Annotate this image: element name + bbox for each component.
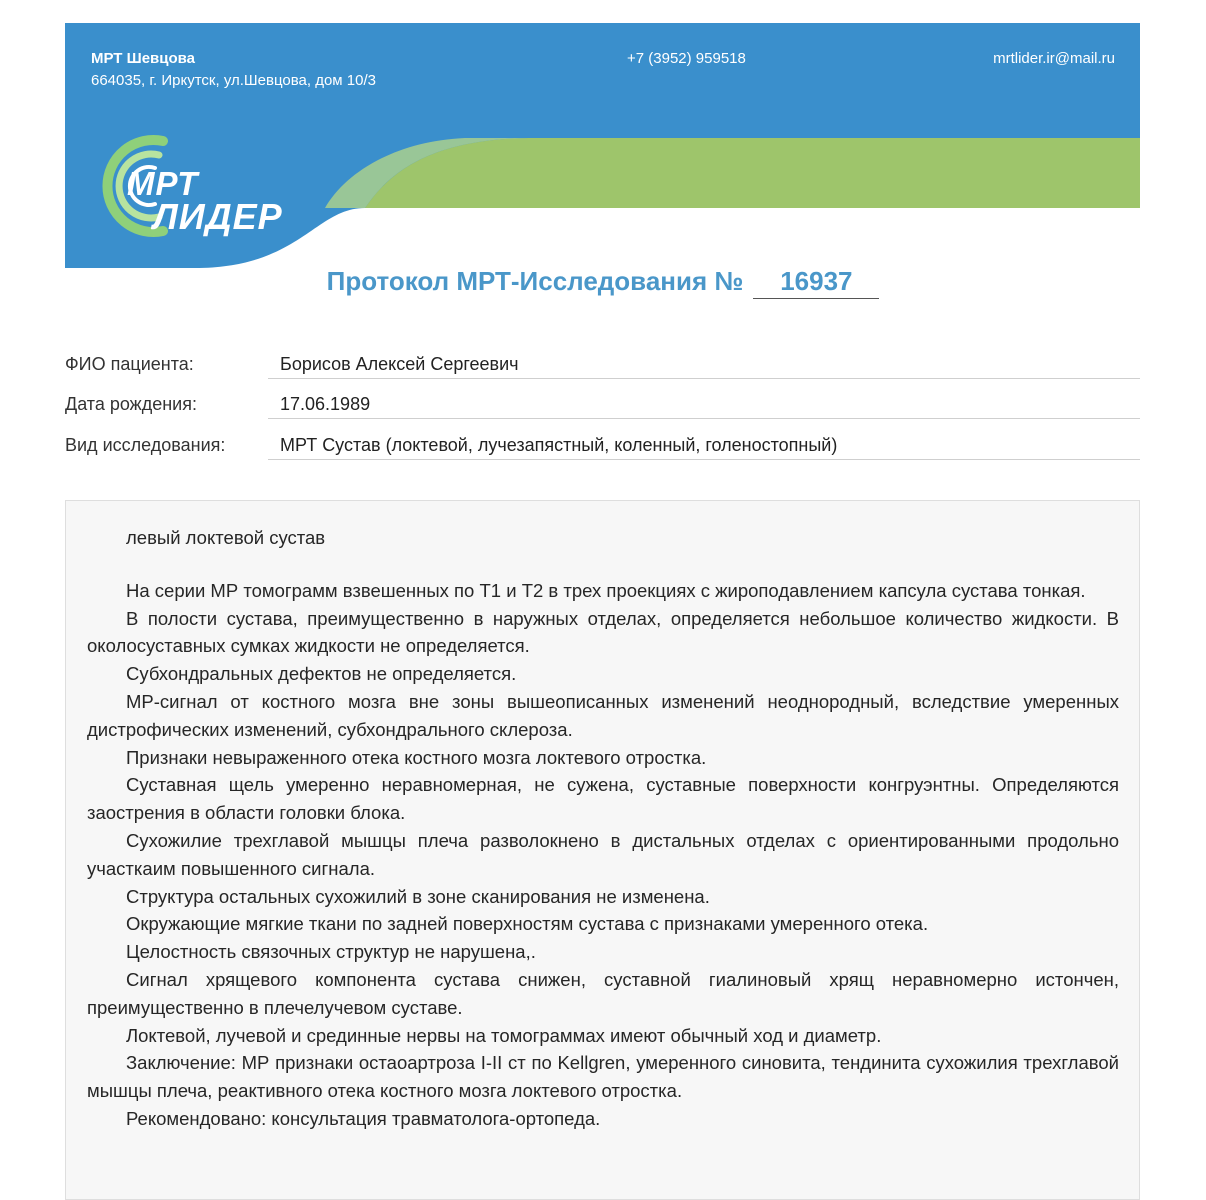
clinic-logo bbox=[85, 131, 345, 241]
report-paragraph: В полости сустава, преимущественно в наружных отделах, определяется небольшое количество жидкости. В околосуставных сумках жидкости не определяется. bbox=[87, 607, 1119, 657]
report-paragraph: Целостность связочных структур не нарушена,. bbox=[126, 941, 536, 963]
birth-date-value: 17.06.1989 bbox=[268, 390, 1140, 419]
birth-date-label: Дата рождения: bbox=[65, 394, 197, 414]
document-header bbox=[65, 23, 1140, 268]
birth-date-row bbox=[65, 390, 1140, 420]
report-heading: левый локтевой сустав bbox=[126, 527, 326, 548]
clinic-email: mrtlider.ir@mail.ru bbox=[993, 50, 1115, 67]
exam-type-value: МРТ Сустав (локтевой, лучезапястный, коленный, голеностопный) bbox=[268, 431, 1140, 460]
report-paragraph: Локтевой, лучевой и срединные нервы на томограммах имеют обычный ход и диаметр. bbox=[126, 1024, 882, 1046]
exam-type-row bbox=[65, 431, 1140, 461]
clinic-name: МРТ Шевцова bbox=[91, 50, 196, 67]
logo-text-lider: ЛИДЕР bbox=[153, 196, 283, 237]
report-paragraph: МР-сигнал от костного мозга вне зоны вышеописанных изменений неоднородный, вследствие умеренных дистрофических изменений, субхондрального склероза. bbox=[87, 690, 1119, 740]
protocol-title-text: Протокол МРТ-Исследования № bbox=[326, 266, 744, 296]
clinic-address: 664035, г. Иркутск, ул.Шевцова, дом 10/3 bbox=[91, 72, 376, 89]
patient-name-row bbox=[65, 350, 1140, 380]
report-paragraph: Субхондральных дефектов не определяется. bbox=[126, 663, 517, 685]
clinic-phone: +7 (3952) 959518 bbox=[627, 50, 746, 67]
protocol-number: 16937 bbox=[753, 266, 879, 299]
protocol-title bbox=[0, 266, 1206, 299]
report-conclusion: Заключение: МР признаки остаоартроза I-II ст по Kellgren, умеренного синовита, тендинита сухожилия трехглавой мышцы плеча, реактивного отека костного мозга локтевого отростка. bbox=[87, 1052, 1119, 1102]
patient-name-value: Борисов Алексей Сергеевич bbox=[268, 350, 1140, 379]
report-recommendation: Рекомендовано: консультация травматолога-ортопеда. bbox=[126, 1107, 601, 1129]
report-paragraph: Сухожилие трехглавой мышцы плеча разволокнено в дистальных отделах с ориентированными продольно участкаим повышенного сигнала. bbox=[87, 829, 1119, 879]
patient-name-label: ФИО пациента: bbox=[65, 354, 194, 374]
report-paragraph: На серии МР томограмм взвешенных по Т1 и Т2 в трех проекциях с жироподавлением капсула сустава тонкая. bbox=[126, 579, 1086, 601]
report-paragraph: Окружающие мягкие ткани по задней поверхностям сустава с признаками умеренного отека. bbox=[126, 913, 929, 935]
exam-type-label: Вид исследования: bbox=[65, 435, 226, 455]
report-paragraph: Сигнал хрящевого компонента сустава снижен, суставной гиалиновый хрящ неравномерно истончен, преимущественно в плечелучевом суставе. bbox=[87, 968, 1119, 1018]
report-paragraph: Структура остальных сухожилий в зоне сканирования не изменена. bbox=[126, 885, 710, 907]
logo-text-mrt: МРТ bbox=[127, 165, 199, 202]
report-body bbox=[65, 500, 1140, 1200]
report-paragraph: Суставная щель умеренно неравномерная, не сужена, суставные поверхности конгруэнтны. Определяются заострения в области головки блока. bbox=[87, 774, 1119, 824]
report-paragraph: Признаки невыраженного отека костного мозга локтевого отростка. bbox=[126, 746, 707, 768]
